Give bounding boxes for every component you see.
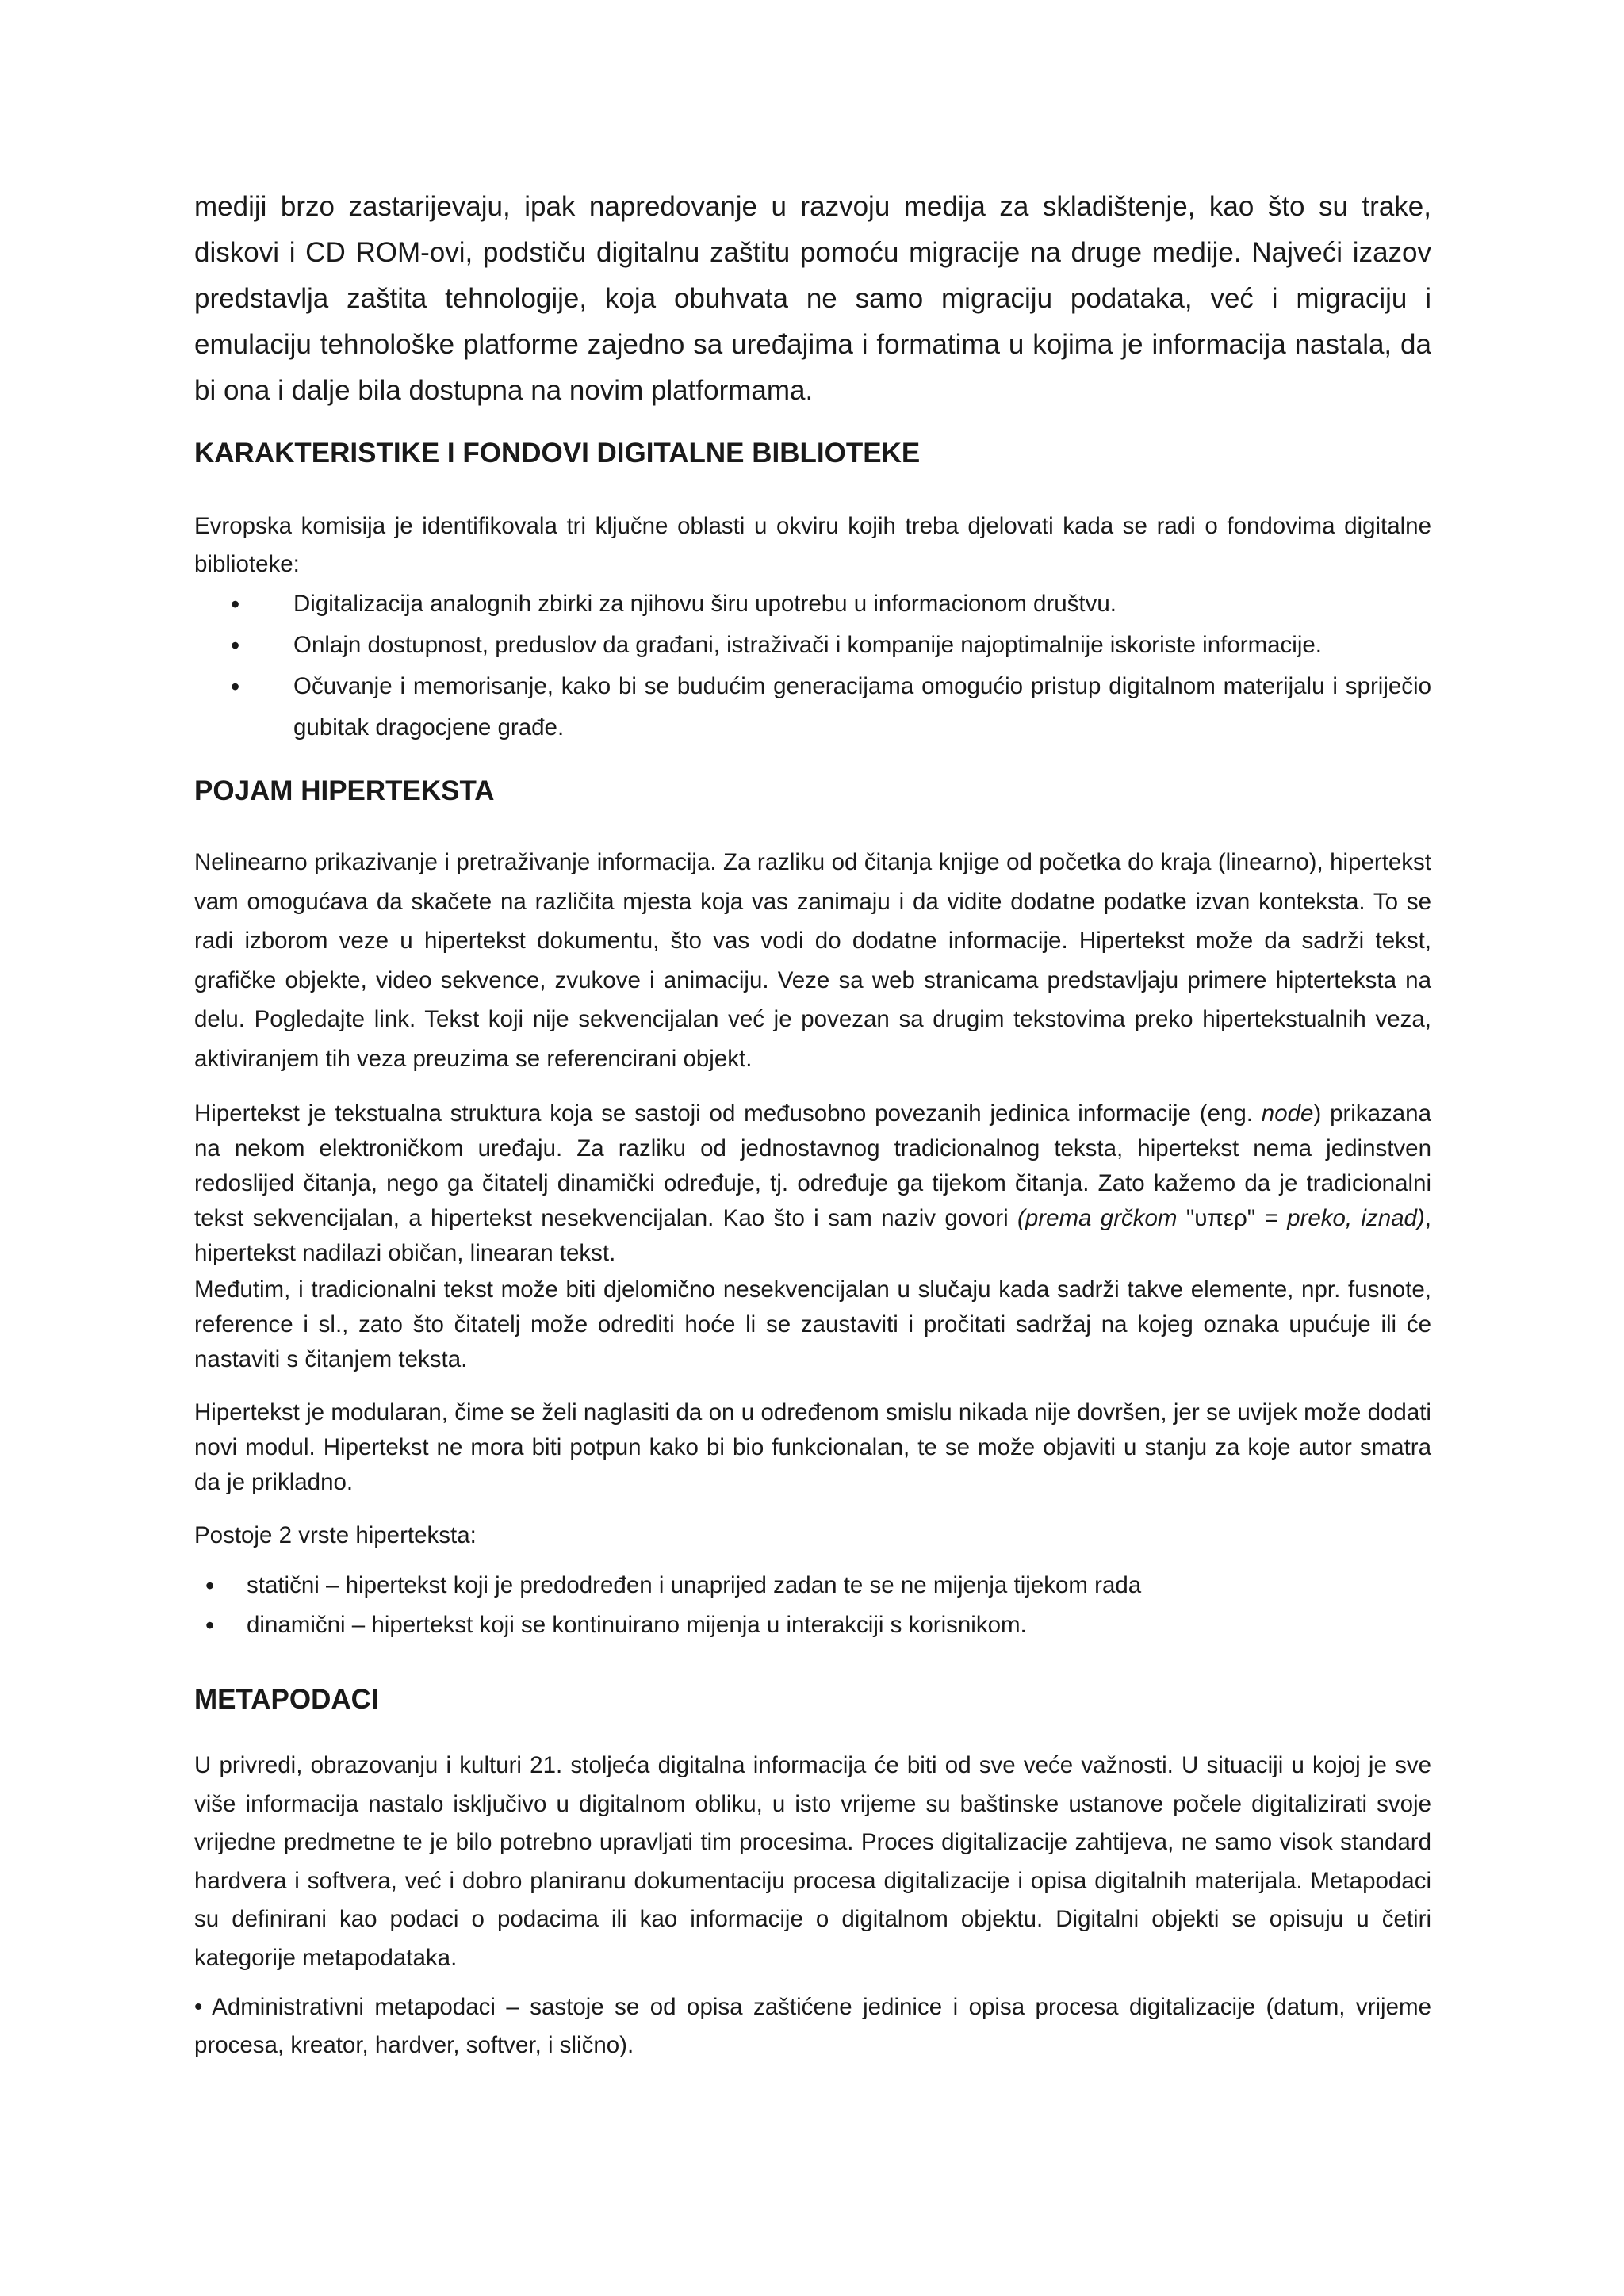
list-item: • Onlajn dostupnost, preduslov da građani, istraživači i kompanije najoptimalnije iskoriste informacije. — [194, 625, 1431, 666]
text-run: ) prikazana na nekom elektroničkom uređaju. Za razliku od jednostavnog tradicionalnog teksta, hipertekst nema jedinstven redoslijed čitanja, nego ga čitatelj dinamički određuje, tj. određuje ga tijekom čitanja. Zato kažemo da je tradicionalni tekst sekvencijalan, a hipertekst nesekvencijalan. Kao što i sam naziv govori — [194, 1100, 1431, 1231]
text-run-greek: "υπερ" — [1177, 1205, 1265, 1231]
hypertext-paragraph-4: Hipertekst je modularan, čime se želi naglasiti da on u određenom smislu nikada nije dovršen, jer se uvijek može dodati novi modul. Hipertekst ne mora biti potpun kako bi bio funkcionalan, te se može objaviti u stanju za koje autor smatra da je prikladno. — [194, 1399, 1431, 1495]
list-item: • statični – hipertekst koji je predodređen i unaprijed zadan te se ne mijenja tijekom rada — [194, 1566, 1431, 1605]
hypertext-bullet-list — [194, 1566, 1431, 1645]
hypertext-paragraph-1: Nelinearno prikazivanje i pretraživanje informacija. Za razliku od čitanja knjige od početka do kraja (linearno), hipertekst vam omogućava da skačete na različita mjesta koja vas zanimaju i da vidite dodatne podatke izvan konteksta. To se radi izborom veze u hipertekst dokumentu, što vas vodi do dodatne informacije. Hipertekst može da sadrži tekst, grafičke objekte, video sekvence, zvukove i animaciju. Veze sa web stranicama predstavljaju primere hipterteksta na delu. Pogledajte link. Tekst koji nije sekvencijalan već je povezan sa drugim tekstovima preko hipertekstualnih veza, aktiviranjem tih veza preuzima se referencirani objekt. — [194, 849, 1431, 1072]
metadata-paragraph-1: U privredi, obrazovanju i kulturi 21. stoljeća digitalna informacija će biti od sve veće važnosti. U situaciji u kojoj je sve više informacija nastalo isključivo u digitalnom obliku, u isto vrijeme su baštinske ustanove počele digitalizirati svoje vrijedne predmetne te je bilo potrebno upravljati tim procesima. Proces digitalizacije zahtijeva, ne samo visok standard hardvera i softvera, već i dobro planiranu dokumentaciju procesa digitalizacije i opisa digitalnih materijala. Metapodaci su definirani kao podaci o podacima ili kao informacije o digitalnom objektu. Digitalni objekti se opisuju u četiri kategorije metapodataka. — [194, 1752, 1431, 1971]
text-run-italic: (prema grčkom — [1017, 1205, 1178, 1231]
intro-paragraph: mediji brzo zastarijevaju, ipak napredovanje u razvoju medija za skladištenje, kao što su trake, diskovi i CD ROM-ovi, podstiču digitalnu zaštitu pomoću migracije na druge medije. Najveći izazov predstavlja zaštita tehnologije, koja obuhvata ne samo migraciju podataka, već i migraciju i emulaciju tehnološke platforme zajedno sa uređajima i formatima u kojima je informacija nastala, da bi ona i dalje bila dostupna na novim platformama. — [194, 191, 1431, 406]
list-item: • dinamični – hipertekst koji se kontinuirano mijenja u interakciji s korisnikom. — [194, 1605, 1431, 1645]
text-run: , hipertekst nadilazi običan, linearan tekst. — [194, 1205, 1431, 1266]
hypertext-paragraph-2 — [194, 1096, 1431, 1271]
digital-library-bullet-list — [194, 584, 1431, 748]
section-heading-hypertext: POJAM HIPERTEKSTA — [194, 775, 495, 806]
metadata-paragraph-2: • Administrativni metapodaci – sastoje se od opisa zaštićene jedinice i opisa procesa digitalizacije (datum, vrijeme procesa, kreator, hardver, softver, i slično). — [194, 1994, 1431, 2058]
section-heading-digital-library: KARAKTERISTIKE I FONDOVI DIGITALNE BIBLIOTEKE — [194, 438, 921, 469]
text-run-italic: node — [1261, 1100, 1314, 1127]
digital-library-paragraph: Evropska komisija je identifikovala tri ključne oblasti u okviru kojih treba djelovati kada se radi o fondovima digitalne biblioteke: — [194, 513, 1431, 577]
list-item: • Digitalizacija analognih zbirki za njihovu širu upotrebu u informacionom društvu. — [194, 584, 1431, 625]
list-item: • Očuvanje i memorisanje, kako bi se budućim generacijama omogućio pristup digitalnom materijalu i spriječio gubitak dragocjene građe. — [194, 666, 1431, 748]
text-run: Hipertekst je tekstualna struktura koja se sastoji od međusobno povezanih jedinica informacije (eng. — [194, 1100, 1262, 1127]
hypertext-paragraph-5: Postoje 2 vrste hiperteksta: — [194, 1522, 477, 1548]
section-heading-metadata: METAPODACI — [194, 1684, 379, 1715]
text-run-italic: = preko, iznad) — [1264, 1205, 1425, 1231]
hypertext-paragraph-3: Međutim, i tradicionalni tekst može biti djelomično nesekvencijalan u slučaju kada sadrži takve elemente, npr. fusnote, reference i sl., zato što čitatelj može odrediti hoće li se zaustaviti i pročitati sadržaj na kojeg oznaka upućuje ili će nastaviti s čitanjem teksta. — [194, 1276, 1431, 1372]
